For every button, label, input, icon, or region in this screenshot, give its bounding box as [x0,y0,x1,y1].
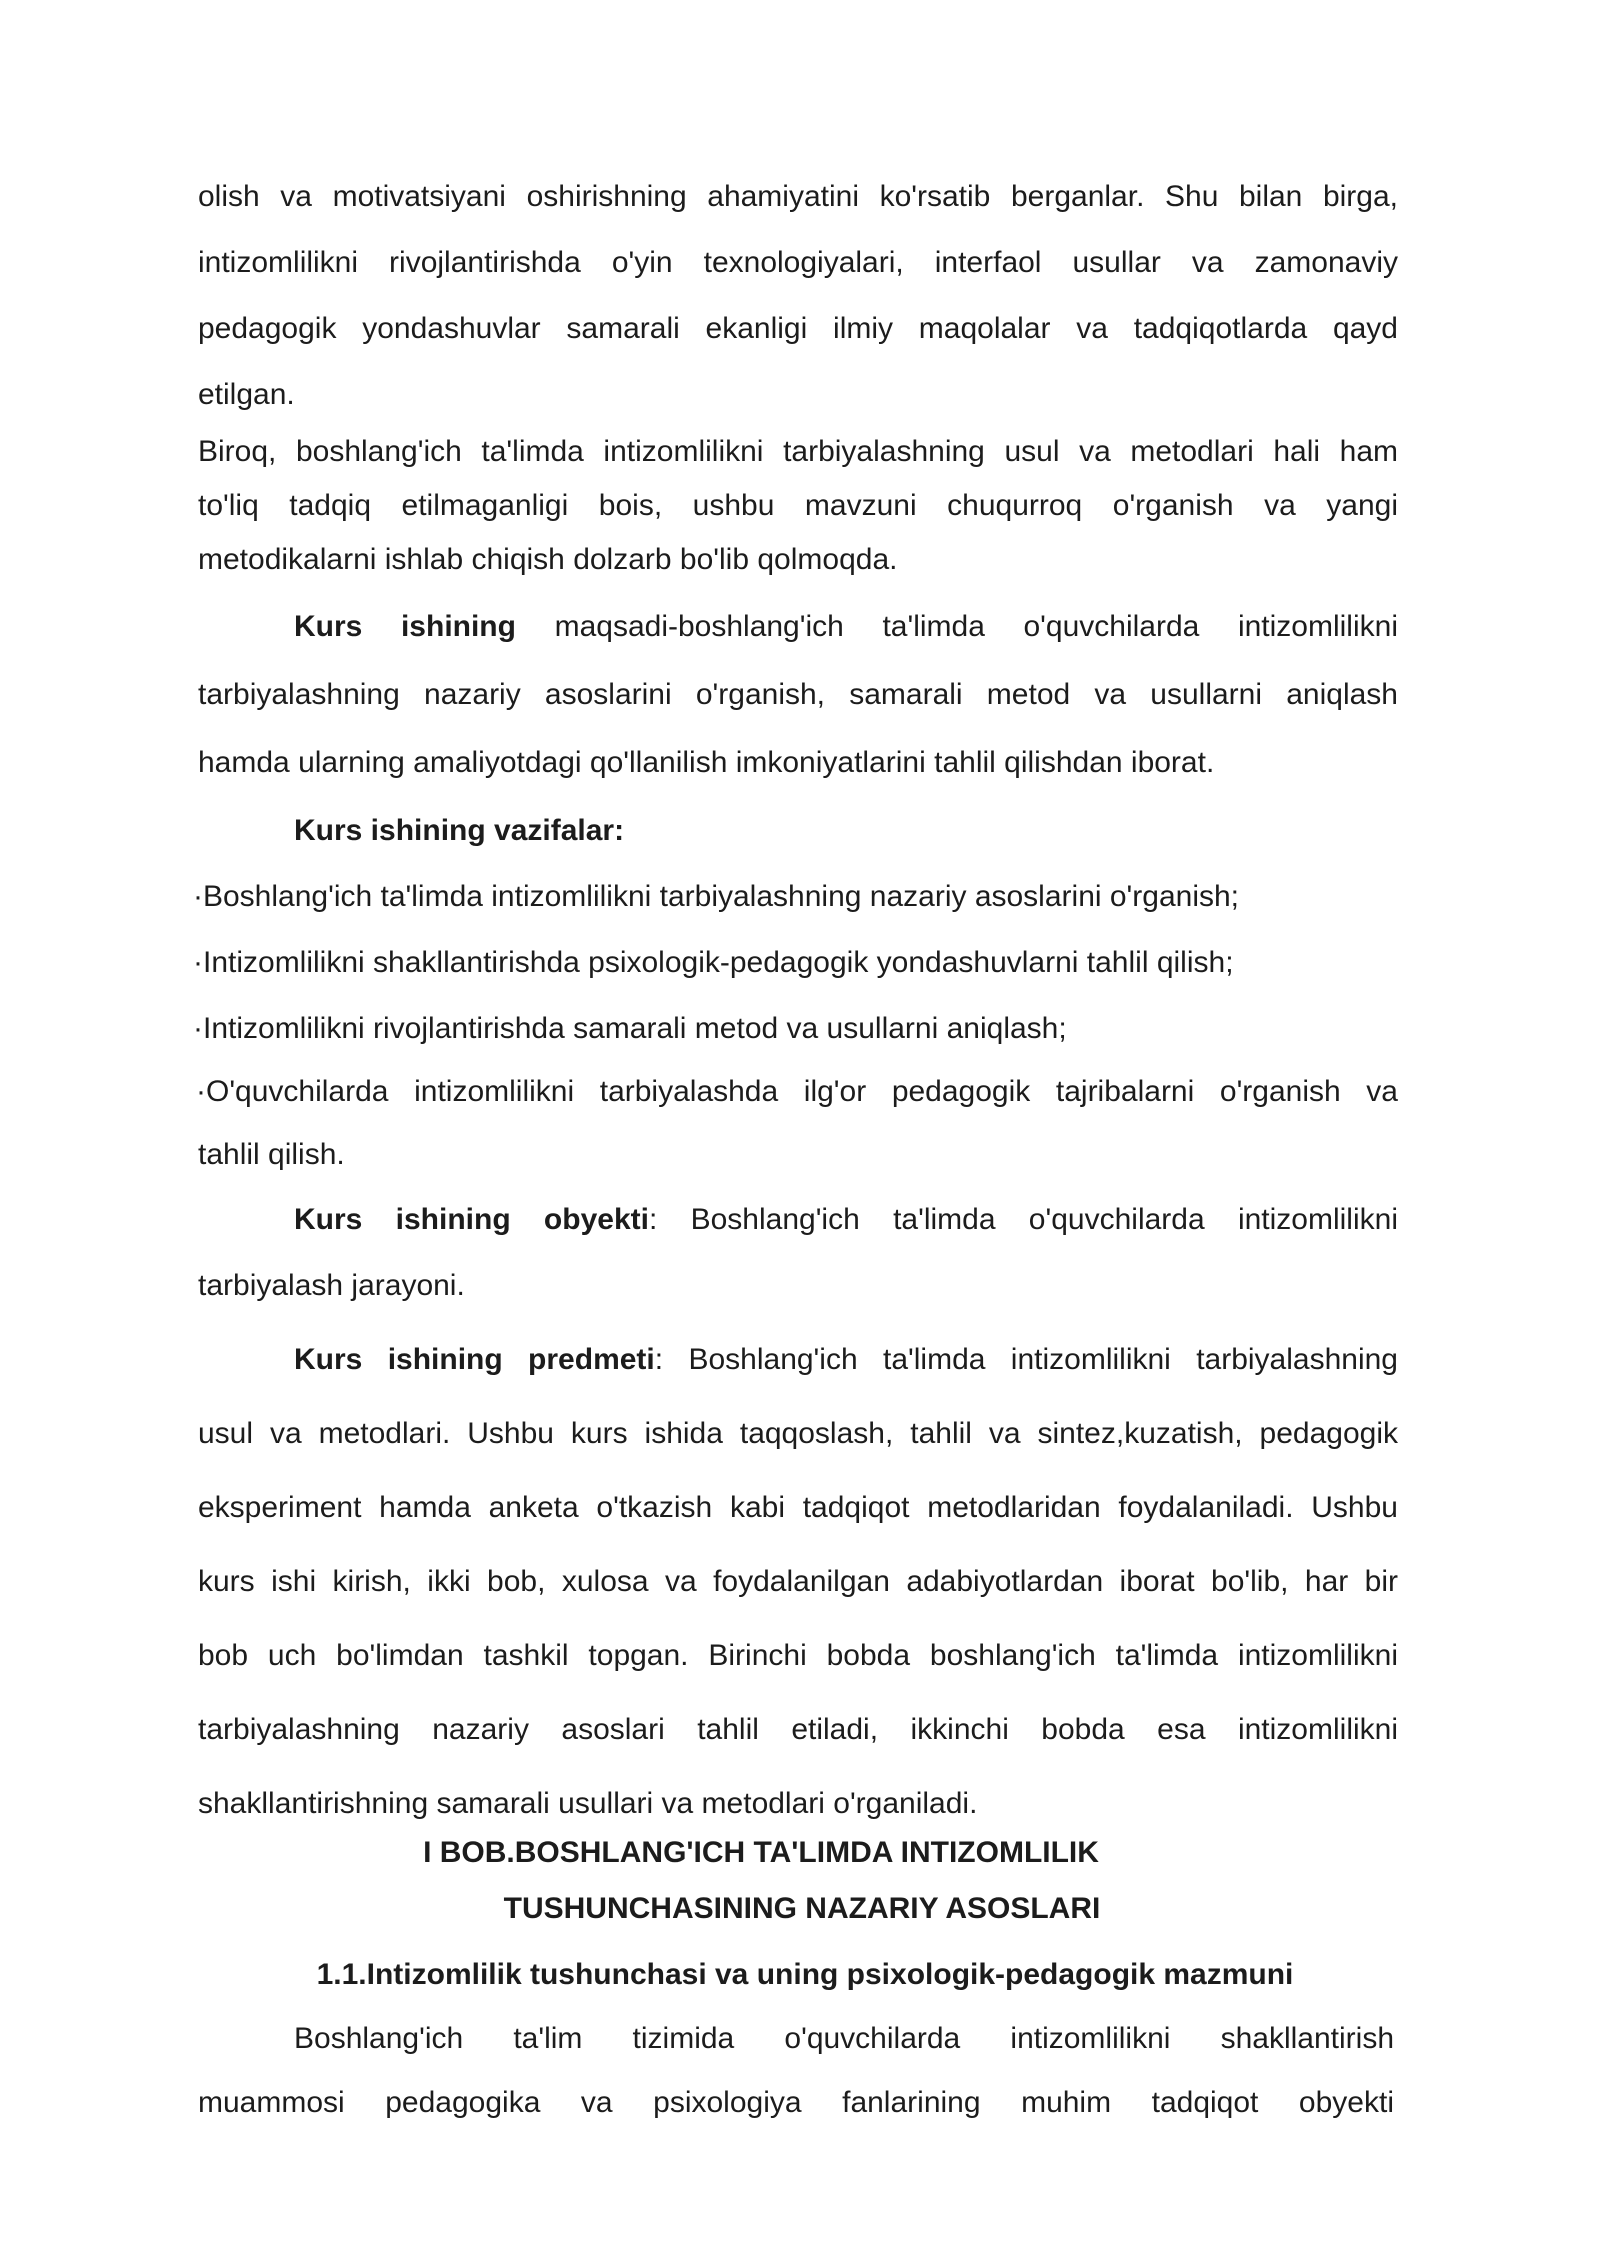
intro-line-1: olish va motivatsiyani oshirishning ahamiyatini ko'rsatib berganlar. Shu bilan birga, [198,180,1398,213]
goal-line-1-text: maqsadi-boshlang'ich ta'limda o'quvchilarda intizomlilikni [515,610,1398,643]
tasks-heading-text: Kurs ishining vazifalar: [294,814,625,847]
task-item-4-line-2: tahlil qilish. [198,1138,345,1171]
however-line-3: metodikalarni ishlab chiqish dolzarb bo'lib qolmoqda. [198,543,898,576]
subject-line-1-text: : Boshlang'ich ta'limda intizomlilikni tarbiyalashning [654,1343,1398,1376]
section-para-line-2: muammosi pedagogika va psixologiya fanlarining muhim tadqiqot obyekti [198,2086,1394,2119]
object-line-1 [198,1203,1398,1237]
intro-line-4: etilgan. [198,378,295,411]
task-item-4-line-1: ·O'quvchilarda intizomlilikni tarbiyalashda ilg'or pedagogik tajribalarni o'rganish va [196,1075,1398,1108]
subject-line-7: shakllantirishning samarali usullari va metodlari o'rganiladi. [198,1787,978,1820]
subject-line-3: eksperiment hamda anketa o'tkazish kabi tadqiqot metodlaridan foydalaniladi. Ushbu [198,1491,1398,1524]
task-item-3: ·Intizomlilikni rivojlantirishda samarali metod va usullarni aniqlash; [193,1012,1067,1045]
however-line-2: to'liq tadqiq etilmaganligi bois, ushbu mavzuni chuqurroq o'rganish va yangi [198,489,1398,522]
object-label: Kurs ishining obyekti [294,1203,649,1236]
subject-line-4: kurs ishi kirish, ikki bob, xulosa va foydalanilgan adabiyotlardan iborat bo'lib, har bir [198,1565,1398,1598]
intro-line-3: pedagogik yondashuvlar samarali ekanligi ilmiy maqolalar va tadqiqotlarda qayd [198,312,1398,345]
chapter-title-line-1: I BOB.BOSHLANG'ICH TA'LIMDA INTIZOMLILIK [423,1836,1099,1869]
subject-line-2: usul va metodlari. Ushbu kurs ishida taqqoslash, tahlil va sintez,kuzatish, pedagogik [198,1417,1398,1450]
task-item-2: ·Intizomlilikni shakllantirishda psixologik-pedagogik yondashuvlarni tahlil qilish; [193,946,1234,979]
subject-line-1 [198,1343,1398,1377]
section-para-line-1: Boshlang'ich ta'lim tizimida o'quvchilarda intizomlilikni shakllantirish [294,2022,1394,2055]
task-item-1: ·Boshlang'ich ta'limda intizomlilikni tarbiyalashning nazariy asoslarini o'rganish; [193,880,1240,913]
subject-line-6: tarbiyalashning nazariy asoslari tahlil etiladi, ikkinchi bobda esa intizomlilikni [198,1713,1398,1746]
goal-line-2: tarbiyalashning nazariy asoslarini o'rganish, samarali metod va usullarni aniqlash [198,678,1398,711]
object-line-1-text: : Boshlang'ich ta'limda o'quvchilarda intizomlilikni [648,1203,1398,1236]
subject-line-5: bob uch bo'limdan tashkil topgan. Birinchi bobda boshlang'ich ta'limda intizomlilikni [198,1639,1398,1672]
chapter-title-line-2: TUSHUNCHASINING NAZARIY ASOSLARI [503,1892,1101,1925]
object-line-2: tarbiyalash jarayoni. [198,1269,465,1302]
section-title: 1.1.Intizomlilik tushunchasi va uning psixologik-pedagogik mazmuni [316,1958,1294,1991]
goal-line-1 [198,610,1398,644]
goal-line-3: hamda ularning amaliyotdagi qo'llanilish imkoniyatlarini tahlil qilishdan iborat. [198,746,1215,779]
tasks-heading [198,814,1398,848]
goal-label: Kurs ishining [294,610,516,643]
intro-line-2: intizomlilikni rivojlantirishda o'yin texnologiyalari, interfaol usullar va zamonaviy [198,246,1398,279]
subject-label: Kurs ishining predmeti [294,1343,655,1376]
however-line-1: Biroq, boshlang'ich ta'limda intizomlilikni tarbiyalashning usul va metodlari hali ham [198,435,1398,468]
